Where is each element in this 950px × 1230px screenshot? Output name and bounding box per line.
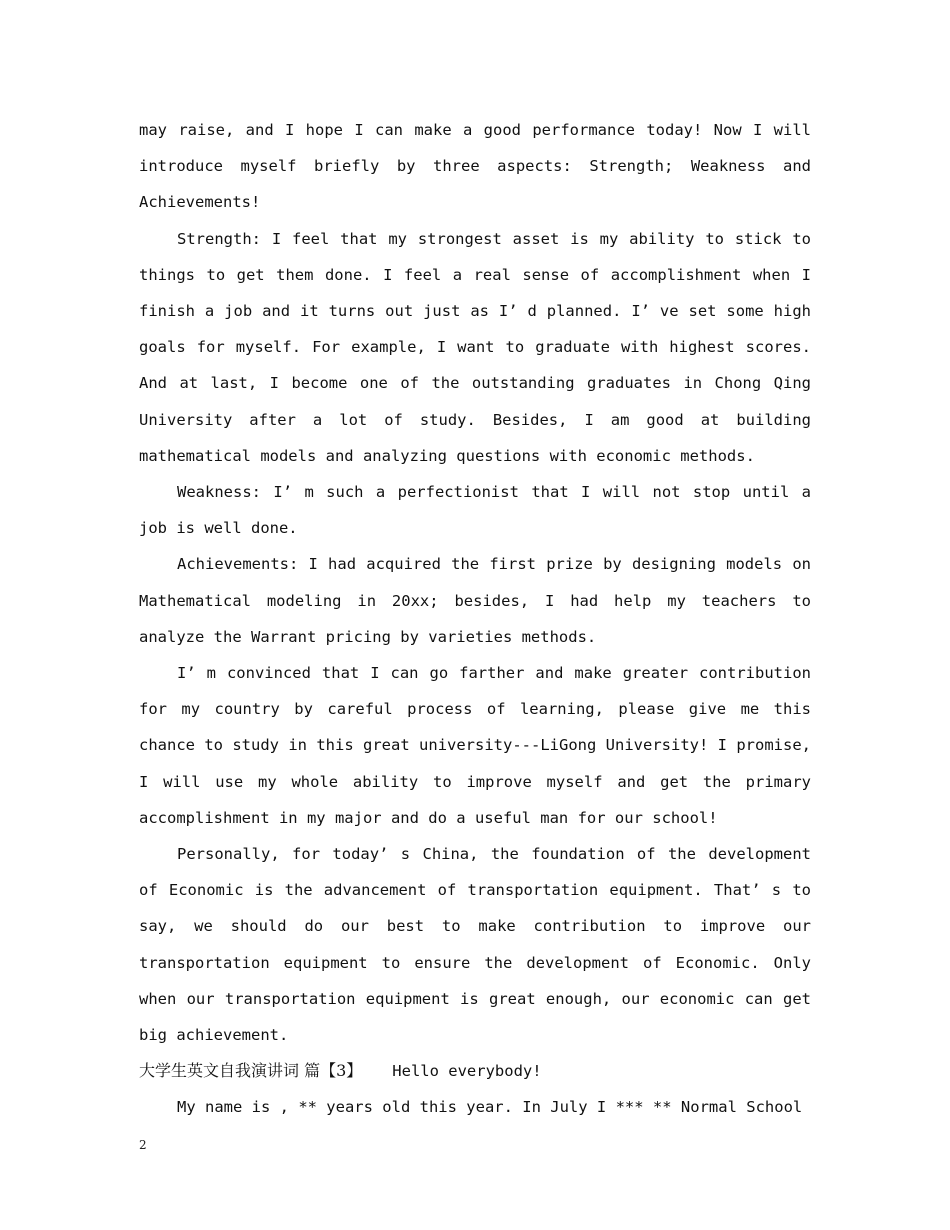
section-heading-title: 大学生英文自我演讲词 篇【3】 <box>139 1061 363 1081</box>
page-body <box>139 112 811 1126</box>
paragraph-my-name: My name is , ** years old this year. In July I *** ** Normal School <box>177 1098 803 1117</box>
section-heading-line <box>139 1053 811 1089</box>
paragraph-weakness: Weakness: I’ m such a perfectionist that I will not stop until a job is well done. <box>139 483 811 538</box>
section-heading-greeting: Hello everybody! <box>392 1062 542 1081</box>
page-number: 2 <box>139 1138 147 1152</box>
paragraph-achievements: Achievements: I had acquired the first prize by designing models on Mathematical modeling in 20xx; besides, I had help my teachers to analyze the Warrant pricing by varieties methods. <box>139 555 811 646</box>
paragraph-intro: may raise, and I hope I can make a good performance today! Now I will introduce myself briefly by three aspects: Strength; Weakness and Achievements! <box>139 121 811 212</box>
paragraph-personally: Personally, for today’ s China, the foundation of the development of Economic is the advancement of transportation equipment. That’ s to say, we should do our best to make contribution to improve our transportation equipment to ensure the development of Economic. Only when our transportation equipment is great enough, our economic can get big achievement. <box>139 845 811 1045</box>
paragraph-convinced: I’ m convinced that I can go farther and make greater contribution for my country by careful process of learning, please give me this chance to study in this great university---LiGong University! I promise, I will use my whole ability to improve myself and get the primary accomplishment in my major and do a useful man for our school! <box>139 664 811 827</box>
paragraph-strength: Strength: I feel that my strongest asset is my ability to stick to things to get them done. I feel a real sense of accomplishment when I finish a job and it turns out just as I’ d planned. I’ ve set some high goals for myself. For example, I want to graduate with highest scores. And at last, I become one of the outstanding graduates in Chong Qing University after a lot of study. Besides, I am good at building mathematical models and analyzing questions with economic methods. <box>139 229 811 465</box>
